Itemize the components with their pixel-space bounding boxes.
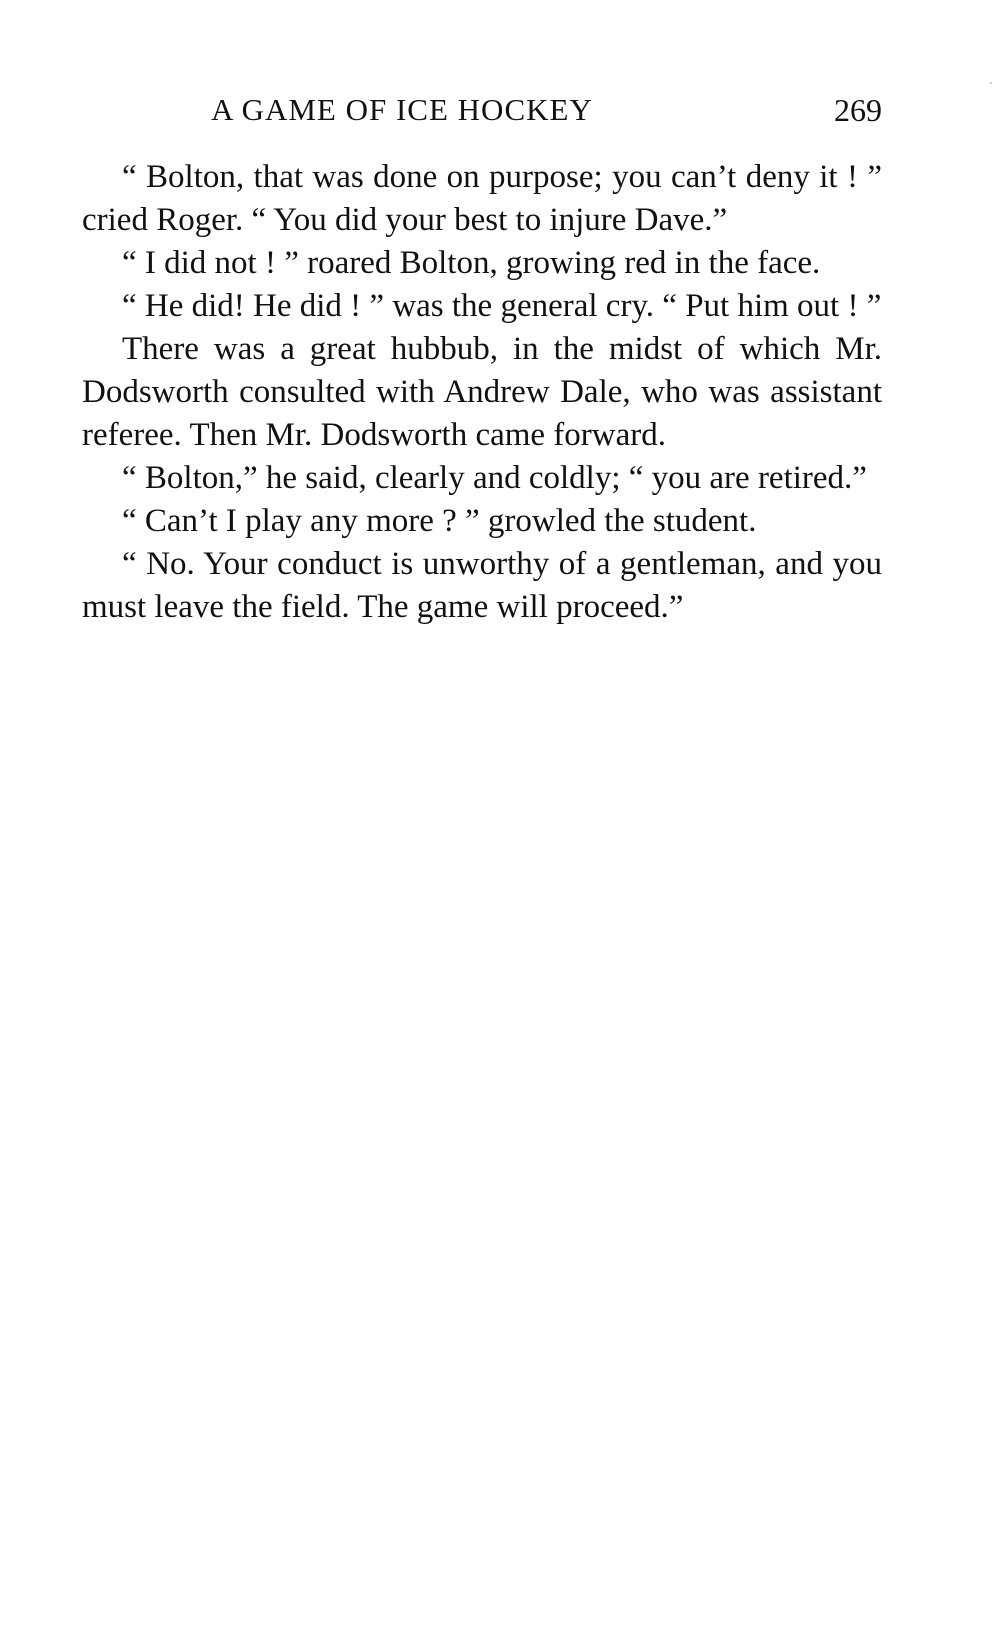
paragraph: “ He did! He did ! ” was the general cry. “ Put him out ! ” [122, 288, 882, 324]
running-title: A GAME OF ICE HOCKEY [211, 92, 593, 127]
running-head [82, 88, 882, 132]
paragraph: “ I did not ! ” roared Bolton, growing red in the face. [122, 245, 821, 281]
paragraph: “ No. Your conduct is unworthy of a gentleman, and you must leave the field. The game will proceed.” [82, 546, 882, 625]
paragraph: “ Bolton, that was done on purpose; you can’t deny it ! ” cried Roger. “ You did your best to injure Dave.” [82, 159, 882, 238]
paragraph: “ Can’t I play any more ? ” growled the student. [122, 503, 757, 539]
body-text [82, 156, 882, 629]
page-edge-mark [990, 82, 992, 84]
page-number: 269 [834, 92, 882, 128]
paragraph: “ Bolton,” he said, clearly and coldly; “ you are retired.” [122, 460, 867, 496]
paragraph: There was a great hubbub, in the midst of which Mr. Dodsworth consulted with Andrew Dale, who was assistant referee. Then Mr. Dodsworth came forward. [82, 331, 882, 453]
